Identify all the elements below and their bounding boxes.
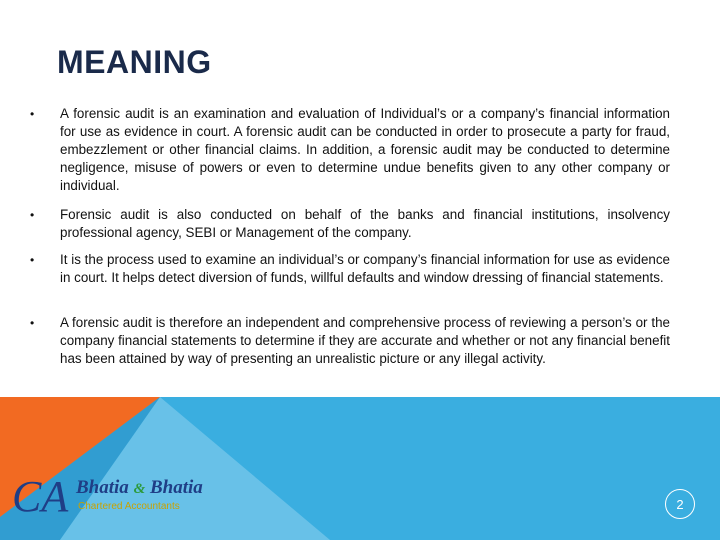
ca-logo-mark: CA xyxy=(12,472,69,521)
bullet-text: It is the process used to examine an individual’s or company’s financial information for use as evidence in court. It helps detect diversion of funds, willful defaults and window dressing of financial statements. xyxy=(60,252,670,285)
bullet-text: A forensic audit is an examination and evaluation of Individual’s or a company’s financial information for use as evidence in court. A forensic audit can be conducted in order to prosecute a party for fraud, embezzlement or other financial claims. In addition, a forensic audit may be conducted to determine negligence, misuse of powers or even to determine undue benefits given to any other company or individual. xyxy=(60,106,670,193)
footer-shapes xyxy=(0,397,720,540)
footer-banner xyxy=(0,397,720,540)
firm-subtitle: Chartered Accountants xyxy=(78,501,180,512)
firm-name-right: Bhatia xyxy=(149,477,203,498)
bullet-dot: • xyxy=(30,107,35,121)
bullet-dot: • xyxy=(30,208,35,222)
page-number: 2 xyxy=(665,489,695,519)
bullet-dot: • xyxy=(30,316,35,330)
firm-name-amp: & xyxy=(133,481,146,497)
bullet-text: Forensic audit is also conducted on behalf of the banks and financial institutions, insolvency professional agency, SEBI or Management of the company. xyxy=(60,207,670,240)
slide-title: MEANING xyxy=(57,44,212,80)
firm-name-left: Bhatia xyxy=(76,477,129,498)
bullet-dot: • xyxy=(30,253,35,267)
firm-name xyxy=(76,477,203,499)
bullet-text: A forensic audit is therefore an independent and comprehensive process of reviewing a person’s or the company financial statements to determine if they are accurate and whether or not any financial benefit has been attained by way of presenting an unrealistic picture or any illegal activity. xyxy=(60,315,670,366)
